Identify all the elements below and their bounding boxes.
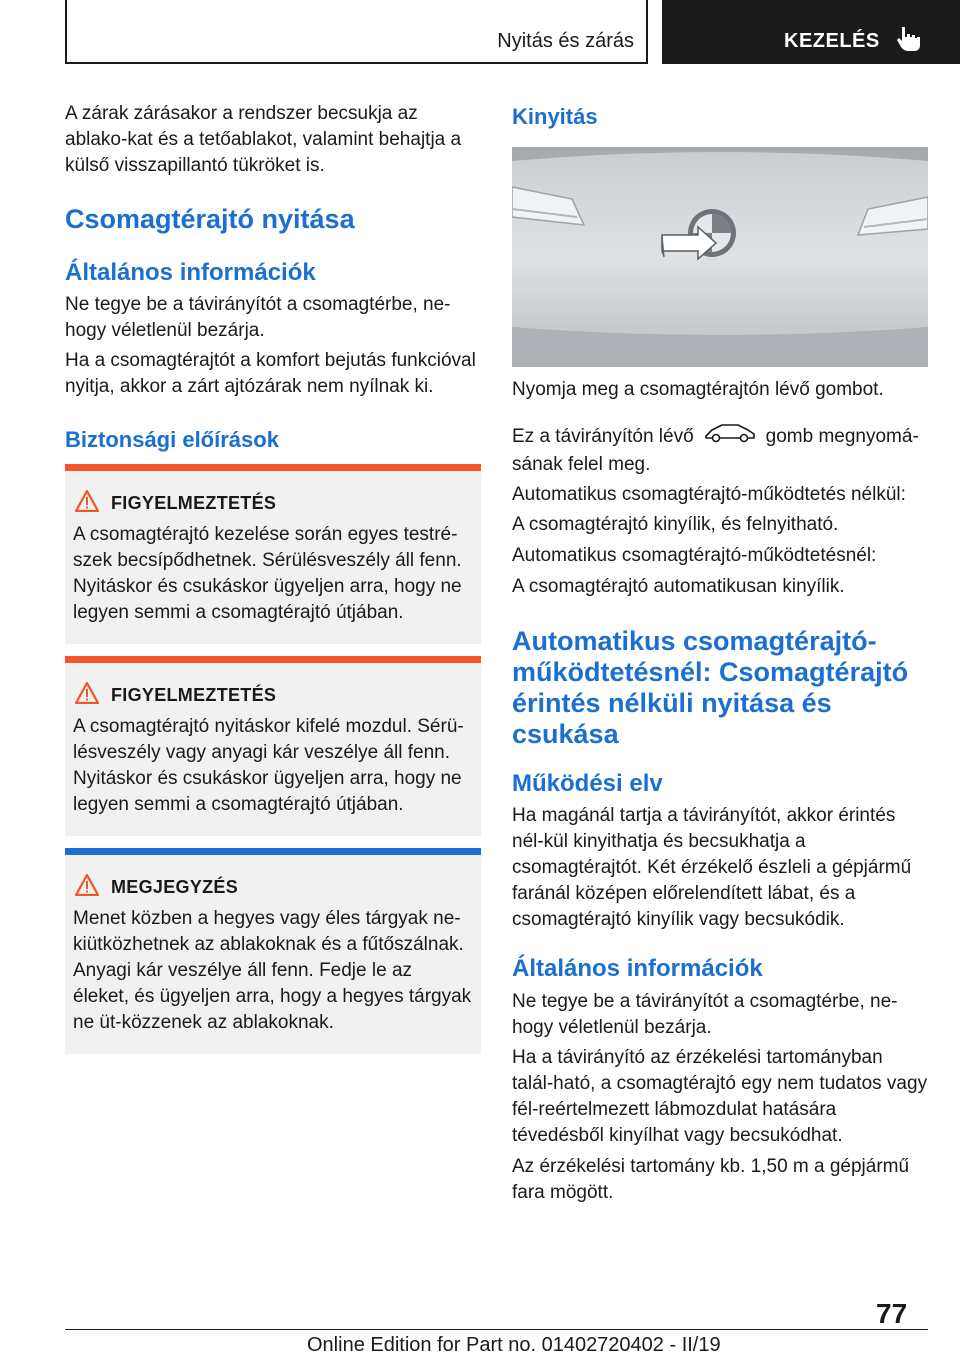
- header-section-label: KEZELÉS: [784, 30, 880, 52]
- header-left-box: [65, 0, 648, 64]
- notice-bar: [65, 848, 481, 855]
- header-section-tab: [662, 0, 960, 64]
- opens-auto-paragraph: A csomagtérajtó automatikusan kinyílik.: [512, 576, 845, 597]
- tailgate-button-photo: [512, 147, 928, 367]
- auto-without-paragraph: Automatikus csomagtérajtó-működtetés nélkül:: [512, 484, 906, 505]
- remote-text-after: gomb megnyomá-sának felel meg.: [512, 426, 919, 475]
- intro-paragraph: A zárak zárásakor a rendszer becsukja az ablako-kat és a tetőablakot, valamint behajtja a külső visszapillantó tükröket is.: [65, 103, 462, 176]
- header-subtitle: Nyitás és zárás: [497, 30, 634, 52]
- callout-title: MEGJEGYZÉS: [111, 877, 239, 897]
- hand-pointer-icon: [896, 26, 922, 57]
- heading-tailgate-opening: Csomagtérajtó nyitása: [65, 204, 355, 234]
- heading-opening: Kinyitás: [512, 104, 598, 129]
- callout-title: FIGYELMEZTETÉS: [111, 493, 277, 513]
- heading-general-info: Általános információk: [65, 259, 316, 286]
- heading-safety: Biztonsági előírások: [65, 427, 279, 452]
- callout-text: Menet közben a hegyes vagy éles tárgyak ne-kiütközhetnek az ablakoknak és a fűtőszálnak. Anyagi kár veszélye áll fenn. Fedje le az éleket, és ügyeljen arra, hogy a hegyes tárgyak ne üt-közzenek az ablakoknak.: [73, 908, 472, 1033]
- callout-text: A csomagtérajtó kezelése során egyes testré-szek becsípődhetnek. Sérülésveszély áll fenn. Nyitáskor és csukáskor ügyeljen arra, hogy ne legyen semmi a csomagtérajtó útjában.: [73, 524, 462, 623]
- heading-touchless-operation: Automatikus csomagtérajtó-működtetésnél: Csomagtérajtó érintés nélküli nyitása és csukása: [512, 626, 909, 749]
- opens-liftable-paragraph: A csomagtérajtó kinyílik, és felnyitható.: [512, 514, 839, 535]
- notice-callout: [65, 848, 481, 1054]
- warning-bar: [65, 656, 481, 663]
- principle-paragraph: Ha magánál tartja a távirányítót, akkor érintés nél-kül kinyithatja és becsukhatja a csomagtérajtót. Két érzékelő észleli a gépjármű faránál középen előrelendített lábat, és a csomagtérajtó kinyílik vagy becsukódik.: [512, 805, 912, 930]
- general-paragraph-1: Ne tegye be a távirányítót a csomagtérbe, ne-hogy véletlenül bezárja.: [65, 294, 451, 341]
- page-number: 77: [876, 1298, 908, 1329]
- press-button-paragraph: Nyomja meg a csomagtérajtón lévő gombot.: [512, 379, 884, 400]
- footer-divider: [65, 1329, 928, 1330]
- warning-triangle-icon: [75, 490, 99, 517]
- car-trunk-icon: [704, 422, 756, 452]
- callout-text: A csomagtérajtó nyitáskor kifelé mozdul. Sérü-lésveszély vagy anyagi kár veszélye áll fenn. Nyitáskor és csukáskor ügyeljen arra, hogy ne legyen semmi a csomagtérajtó útjában.: [73, 716, 464, 815]
- general-paragraph-2: Ha a csomagtérajtót a komfort bejutás funkcióval nyitja, akkor a zárt ajtózárak nem nyílnak ki.: [65, 350, 476, 397]
- warning-callout-1: [65, 464, 481, 644]
- heading-principle: Működési elv: [512, 770, 663, 797]
- warning-triangle-icon: [75, 682, 99, 709]
- general2-paragraph-1: Ne tegye be a távirányítót a csomagtérbe, ne-hogy véletlenül bezárja.: [512, 991, 898, 1038]
- general2-paragraph-3: Az érzékelési tartomány kb. 1,50 m a gépjármű fara mögött.: [512, 1156, 910, 1203]
- warning-bar: [65, 464, 481, 471]
- warning-callout-2: [65, 656, 481, 836]
- auto-with-paragraph: Automatikus csomagtérajtó-működtetésnél:: [512, 545, 877, 566]
- callout-title: FIGYELMEZTETÉS: [111, 685, 277, 705]
- general2-paragraph-2: Ha a távirányító az érzékelési tartományban talál-ható, a csomagtérajtó egy nem tudatos vagy fél-reértelmezett lábmozdulat hatására tévedésből kinyílhat vagy becsukódhat.: [512, 1047, 928, 1146]
- notice-triangle-icon: [75, 874, 99, 901]
- footer-edition: Online Edition for Part no. 01402720402 - II/19: [307, 1334, 721, 1356]
- heading-general-info-2: Általános információk: [512, 955, 763, 982]
- remote-equivalent-paragraph: [512, 422, 928, 478]
- remote-text-before: Ez a távirányítón lévő: [512, 426, 694, 448]
